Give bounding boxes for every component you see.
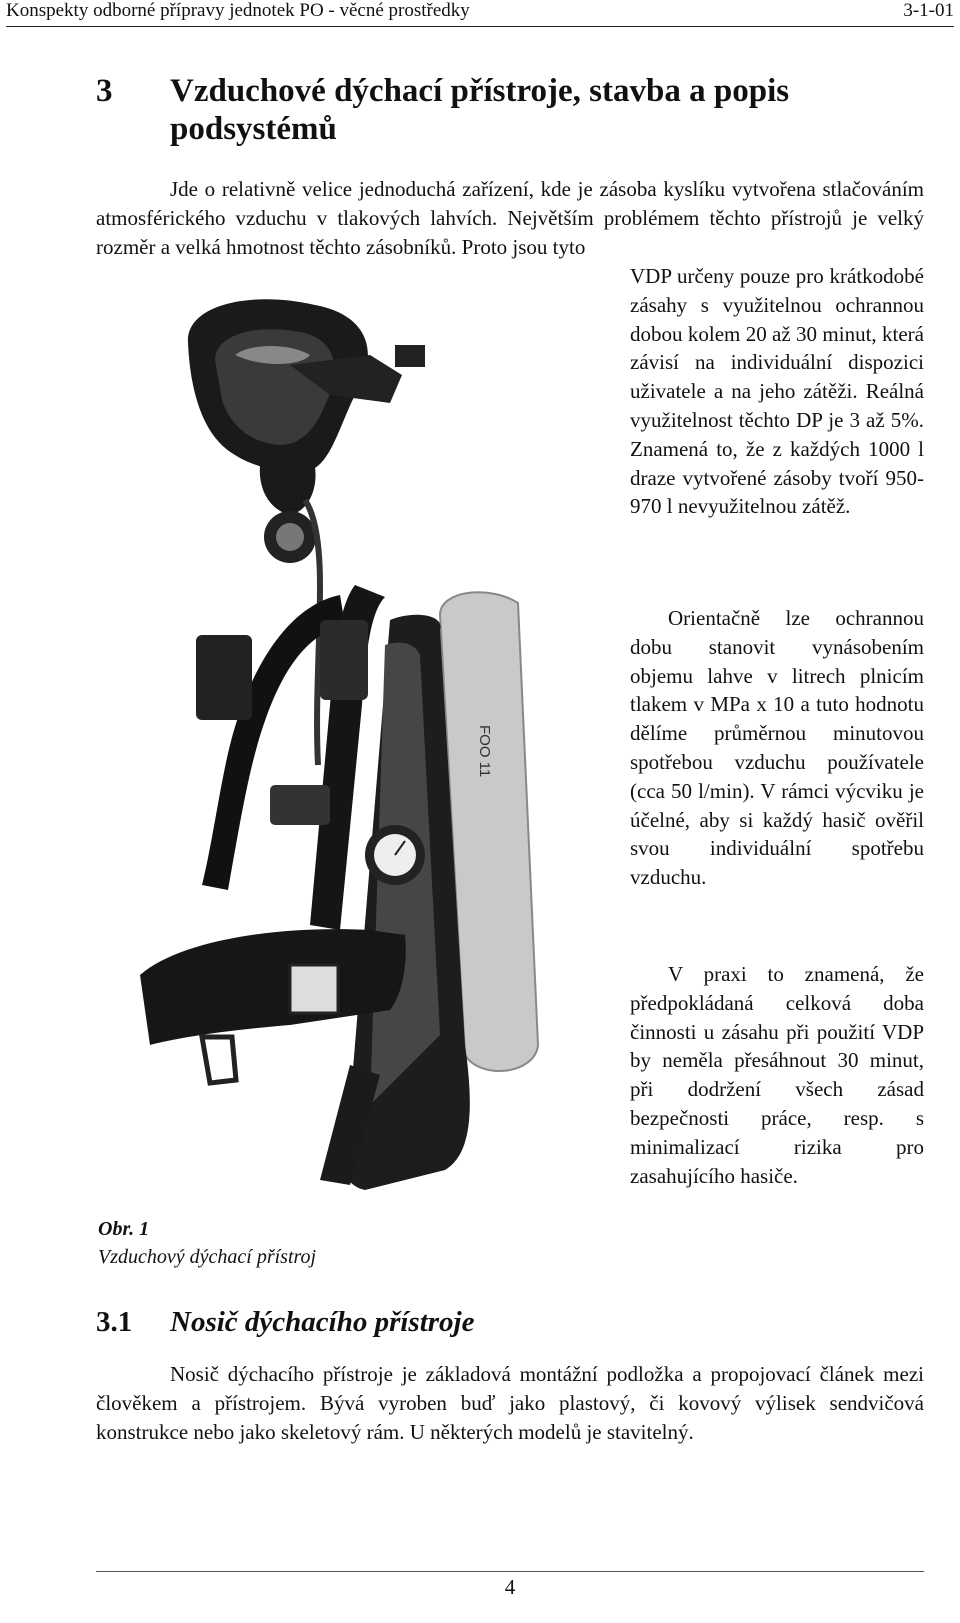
chapter-title: Vzduchové dýchací přístroje, stavba a popis podsystémů <box>170 73 790 147</box>
figure-label: Obr. 1 <box>98 1218 150 1240</box>
breathing-apparatus-photo <box>140 285 610 1210</box>
face-mask <box>188 299 425 563</box>
paragraph-vdp-usage: VDP určeny pouze pro krátkodobé zásahy s využitelnou ochrannou dobou kolem 20 až 30 minut, která závisí na individuální dispozici uživatele a na jeho zátěži. Reálná využitelnost těchto DP je 3 až 5%. Znamená to, že z každých 1000 l draze vytvořené zásoby tvoří 950-970 l nevyužitelnou zátěž. <box>630 264 924 519</box>
figure-caption <box>98 1215 316 1271</box>
chest-buckle <box>270 785 330 825</box>
header-title: Konspekty odborné přípravy jednotek PO - věcné prostředky <box>6 0 470 21</box>
section-title: Nosič dýchacího přístroje <box>170 1306 475 1338</box>
section-number: 3.1 <box>96 1306 133 1338</box>
footer-rule <box>96 1571 924 1572</box>
chapter-number: 3 <box>96 73 113 109</box>
paragraph-practice: V praxi to znamená, že předpokládaná celková doba činnosti u zásahu při použití VDP by neměla přesáhnout 30 minut, při dodržení všech zásad bezpečnosti práce, resp. s minimalizací rizika pro zasahujícího hasiče. <box>630 962 924 1188</box>
paragraph-protection-time: Orientačně lze ochrannou dobu stanovit vynásobením objemu lahve v litrech plnicím tlakem v MPa x 10 a tuto hodnotu dělíme průměrnou minutovou spotřebou vzduchu používatele (cca 50 l/min). V rámci výcviku je účelné, aby si každý hasič ověřil svou individuální spotřebu vzduchu. <box>630 606 924 890</box>
section-paragraph: Nosič dýchacího přístroje je základová montážní podložka a propojovací článek mezi člověkem a přístrojem. Bývá vyroben buď jako plastový, či kovový výlisek sendvičová konstrukce nebo jako skeletový rám. U některých modelů je stavitelný. <box>96 1362 924 1444</box>
intro-paragraph: Jde o relativně velice jednoduchá zařízení, kde je zásoba kyslíku vytvořena stlačováním atmosférického vzduchu v tlakových lahvích. Největším problémem těchto přístrojů je velký rozměr a velká hmotnost těchto zásobníků. Proto jsou tyto <box>96 177 924 259</box>
running-header <box>0 0 960 26</box>
section-heading <box>96 1306 475 1339</box>
cylinder-label: FOO 11 <box>476 725 493 778</box>
page-number: 4 <box>504 1575 516 1599</box>
header-rule <box>6 26 954 27</box>
header-code: 3-1-01 <box>903 0 954 21</box>
figure-caption-text: Vzduchový dýchací přístroj <box>98 1246 317 1268</box>
